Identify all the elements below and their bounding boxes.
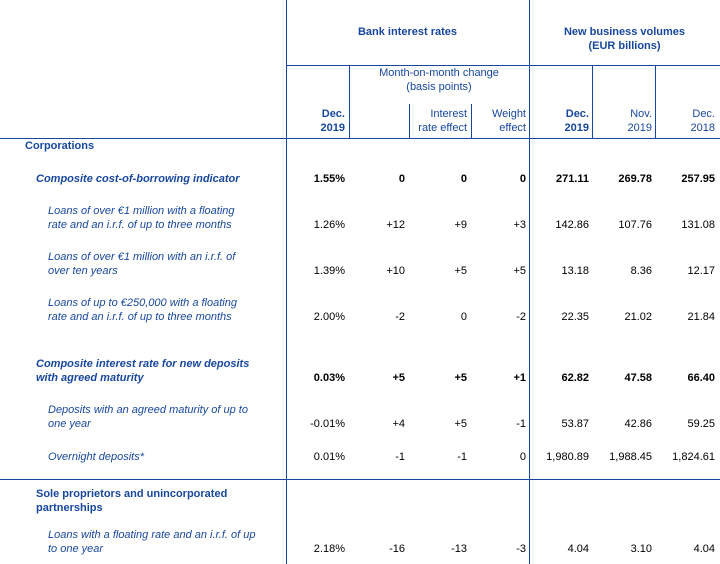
cell-vol-nov2019: 3.10	[630, 543, 652, 555]
cell-vol-dec2019: 271.11	[555, 173, 589, 185]
header-bank-rates: Bank interest rates	[357, 26, 458, 38]
cell-ire: 0	[460, 173, 467, 185]
cell-we: +3	[513, 219, 526, 231]
cell-we: 0	[519, 451, 526, 463]
cell-mom: +4	[392, 418, 405, 430]
cell-we: -2	[516, 311, 526, 323]
cell-mom: -2	[395, 311, 405, 323]
row-label: Loans of over €1 million with an i.r.f. of	[48, 251, 236, 263]
cell-vol-dec2019: 53.87	[561, 418, 589, 430]
cell-rate: -0.01%	[310, 418, 345, 430]
cell-vol-dec2018: 12.17	[687, 265, 715, 277]
header-volumes: New business volumes	[563, 26, 686, 38]
header-mom-unit: (basis points)	[406, 81, 472, 93]
cell-vol-dec2019: 22.35	[561, 311, 589, 323]
row-label-2: with agreed maturity	[36, 372, 144, 384]
cell-rate: 0.01%	[313, 451, 345, 463]
cell-rate: 1.39%	[313, 265, 345, 277]
section-sole-proprietors: Sole proprietors and unincorporated	[36, 488, 228, 500]
cell-vol-nov2019: 21.02	[624, 311, 652, 323]
cell-mom: +12	[386, 219, 405, 231]
row-label: Loans with a floating rate and an i.r.f. of up	[48, 529, 256, 541]
cell-vol-nov2019: 8.36	[630, 265, 652, 277]
cell-mom: +5	[392, 372, 405, 384]
cell-rate: 0.03%	[313, 372, 345, 384]
cell-vol-dec2019: 4.04	[567, 543, 589, 555]
cell-we: +1	[513, 372, 526, 384]
cell-ire: 0	[460, 311, 467, 323]
cell-rate: 2.00%	[313, 311, 345, 323]
row-label-2: to one year	[48, 543, 104, 555]
col-vol-dec2018-year: 2018	[690, 122, 715, 134]
col-rate-dec2019-year: 2019	[320, 122, 345, 134]
cell-mom: -1	[395, 451, 405, 463]
cell-ire: +5	[454, 418, 467, 430]
cell-vol-dec2019: 13.18	[561, 265, 589, 277]
cell-we: 0	[519, 173, 526, 185]
cell-rate: 1.55%	[313, 173, 345, 185]
cell-vol-dec2018: 257.95	[681, 173, 715, 185]
col-vol-nov2019: Nov.	[630, 108, 652, 120]
row-label-2: rate and an i.r.f. of up to three months	[48, 219, 232, 231]
cell-vol-nov2019: 1,988.45	[609, 451, 652, 463]
divider	[0, 138, 720, 139]
cell-vol-nov2019: 47.58	[624, 372, 652, 384]
row-label: Loans of up to €250,000 with a floating	[48, 297, 237, 309]
col-interest-rate-effect: Interest	[430, 108, 467, 120]
cell-vol-dec2019: 62.82	[561, 372, 589, 384]
cell-mom: -16	[389, 543, 405, 555]
cell-vol-nov2019: 42.86	[624, 418, 652, 430]
row-label-2: one year	[48, 418, 91, 430]
cell-vol-nov2019: 269.78	[618, 173, 652, 185]
divider	[0, 479, 720, 480]
header-mom: Month-on-month change	[379, 67, 499, 79]
col-rate-dec2019: Dec.	[321, 108, 345, 120]
cell-ire: -1	[457, 451, 467, 463]
cell-vol-nov2019: 107.76	[618, 219, 652, 231]
row-label: Composite interest rate for new deposits	[36, 358, 250, 370]
section-corporations: Corporations	[25, 140, 95, 152]
cell-we: -3	[516, 543, 526, 555]
cell-ire: +9	[454, 219, 467, 231]
cell-we: -1	[516, 418, 526, 430]
cell-we: +5	[513, 265, 526, 277]
cell-mom: +10	[386, 265, 405, 277]
col-weight-effect-2: effect	[499, 122, 526, 134]
row-label-2: rate and an i.r.f. of up to three months	[48, 311, 232, 323]
cell-vol-dec2019: 142.86	[555, 219, 589, 231]
header-volumes-unit: (EUR billions)	[588, 40, 661, 52]
row-label: Composite cost-of-borrowing indicator	[36, 173, 240, 185]
cell-ire: +5	[454, 265, 467, 277]
cell-ire: +5	[454, 372, 467, 384]
row-label: Deposits with an agreed maturity of up to	[48, 404, 248, 416]
row-label: Overnight deposits*	[48, 451, 144, 463]
cell-vol-dec2018: 21.84	[687, 311, 715, 323]
col-weight-effect: Weight	[491, 108, 526, 120]
cell-ire: -13	[451, 543, 467, 555]
cell-vol-dec2018: 59.25	[687, 418, 715, 430]
cell-rate: 2.18%	[313, 543, 345, 555]
col-vol-dec2019-year: 2019	[564, 122, 589, 134]
col-vol-dec2019: Dec.	[565, 108, 589, 120]
section-sole-proprietors-2: partnerships	[36, 502, 103, 514]
cell-mom: 0	[398, 173, 405, 185]
col-interest-rate-effect-2: rate effect	[418, 122, 467, 134]
cell-vol-dec2018: 4.04	[693, 543, 715, 555]
cell-vol-dec2018: 66.40	[687, 372, 715, 384]
cell-vol-dec2018: 1,824.61	[672, 451, 715, 463]
cell-vol-dec2018: 131.08	[681, 219, 715, 231]
cell-vol-dec2019: 1,980.89	[546, 451, 589, 463]
col-vol-dec2018: Dec.	[692, 108, 715, 120]
col-vol-nov2019-year: 2019	[627, 122, 652, 134]
cell-rate: 1.26%	[313, 219, 345, 231]
row-label: Loans of over €1 million with a floating	[48, 205, 235, 217]
row-label-2: over ten years	[48, 265, 118, 277]
